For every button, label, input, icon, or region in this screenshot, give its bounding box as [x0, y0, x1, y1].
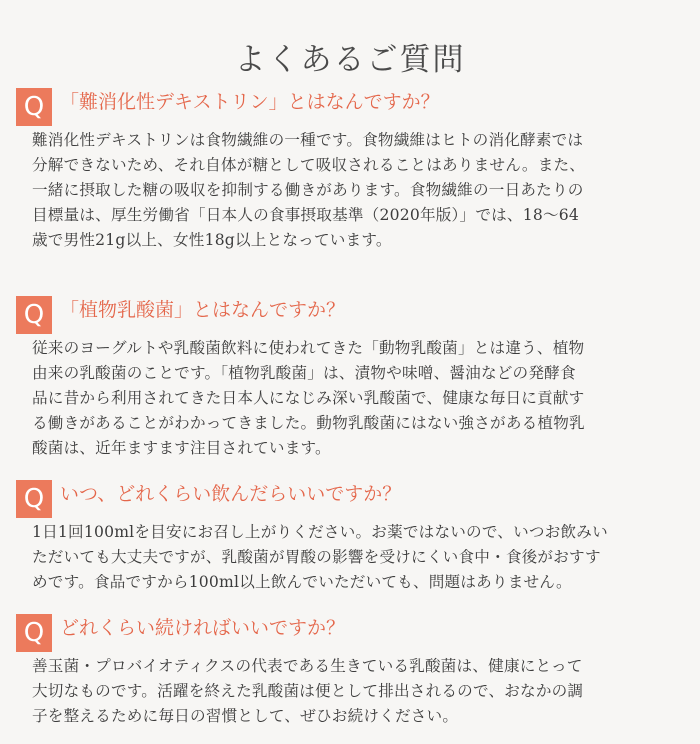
answer-line: 一緒に摂取した糖の吸収を抑制する働きがあります。食物繊維の一日あたりの	[32, 181, 584, 199]
question-row	[16, 614, 688, 654]
answer-line: 大切なものです。活躍を終えた乳酸菌は便として排出されるので、おなかの調	[32, 682, 584, 700]
q-badge: Q	[16, 296, 52, 334]
page-title: よくあるご質問	[234, 42, 466, 78]
faq-item-how-long	[16, 614, 688, 729]
question-row	[16, 296, 688, 336]
question-text: いつ、どれくらい飲んだらいいですか？	[60, 483, 402, 505]
answer-line: 歳で男性21g以上、女性18g以上となっています。	[32, 231, 392, 249]
q-badge: Q	[16, 480, 52, 518]
q-badge: Q	[16, 614, 52, 652]
answer-text	[16, 128, 688, 253]
question-row	[16, 88, 688, 128]
q-badge: Q	[16, 88, 52, 126]
answer-line: 由来の乳酸菌のことです。「植物乳酸菌」は、漬物や味噌、醤油などの発酵食	[32, 364, 576, 382]
answer-line: る働きがあることがわかってきました。動物乳酸菌にはない強さがある植物乳	[32, 414, 585, 432]
answer-line: 善玉菌・プロバイオティクスの代表である生きている乳酸菌は、健康にとって	[32, 657, 583, 675]
answer-text	[16, 520, 688, 595]
question-text: どれくらい続ければいいですか？	[60, 617, 346, 639]
question-row	[16, 480, 688, 520]
answer-text	[16, 336, 688, 461]
faq-item-dextrin	[16, 88, 688, 253]
faq-item-when-how-much	[16, 480, 688, 595]
question-text: 「植物乳酸菌」とはなんですか？	[60, 299, 346, 321]
answer-line: 酸菌は、近年ますます注目されています。	[32, 439, 331, 457]
answer-line: 分解できないため、それ自体が糖として吸収されることはありません。また、	[32, 156, 586, 174]
answer-line: 目標量は、厚生労働省「日本人の食事摂取基準（2020年版）」では、18〜64	[32, 206, 579, 224]
answer-text	[16, 654, 688, 729]
answer-line: めです。食品ですから100ml以上飲んでいただいても、問題はありません。	[32, 573, 572, 591]
answer-line: 難消化性デキストリンは食物繊維の一種です。食物繊維はヒトの消化酵素では	[32, 131, 584, 149]
answer-line: 従来のヨーグルトや乳酸菌飲料に使われてきた「動物乳酸菌」とは違う、植物	[32, 339, 585, 357]
answer-line: ただいても大丈夫ですが、乳酸菌が胃酸の影響を受けにくい食中・食後がおすす	[32, 548, 601, 566]
answer-line: 1日1回100mlを目安にお召し上がりください。お薬ではないので、いつお飲みい	[32, 523, 608, 541]
faq-item-plant-lactic-acid	[16, 296, 688, 461]
question-text: 「難消化性デキストリン」とはなんですか？	[60, 91, 440, 113]
answer-line: 子を整えるために毎日の習慣として、ぜひお続けください。	[32, 707, 459, 725]
answer-line: 品に昔から利用されてきた日本人になじみ深い乳酸菌で、健康な毎日に貢献す	[32, 389, 585, 407]
